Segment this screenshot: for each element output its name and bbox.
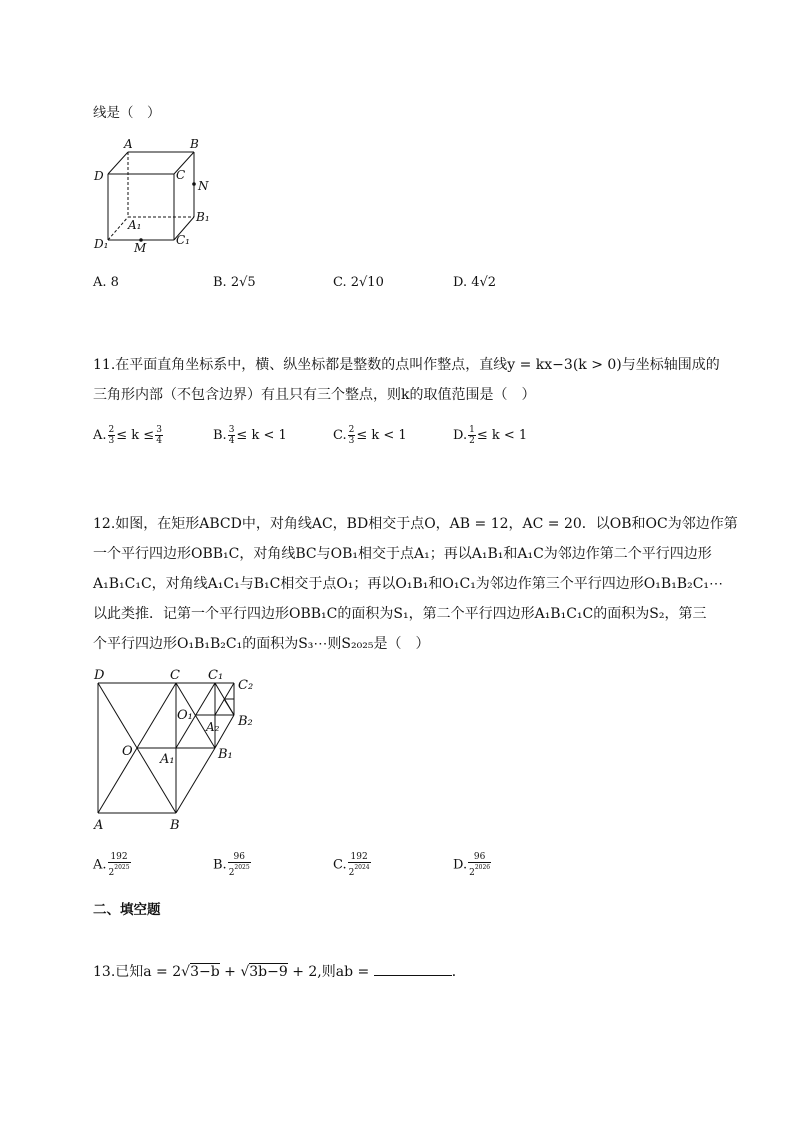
q13-end: ． [451,964,466,980]
sqrt-sign: √ [240,964,250,980]
q11-option-b-letter: B. [213,428,227,443]
label-a: A [94,818,104,833]
label-a: A [124,137,133,151]
label-c2: C₂ [238,678,254,693]
q11-option-c-letter: C. [333,428,347,443]
q12-stem-line3: A₁B₁C₁C，对角线A₁C₁与B₁C相交于点O₁；再以O₁B₁和O₁C₁为邻边作第三个平行四边形O₁B₁B₂C₁⋯ [93,576,724,592]
q11-option-c[interactable]: C. $\frac{2}{3}$ ≤ k < 1 [333,425,407,446]
answer-blank[interactable] [374,963,452,976]
fraction: $\frac{1}{2}$ [469,425,475,446]
label-c: C [176,168,186,182]
q12-option-c[interactable] [333,852,372,878]
q13-mid: + 2,则ab = [287,964,374,980]
q11-option-a-letter: A. [93,428,107,443]
label-b: B [170,818,180,833]
q13-plus: + [219,964,241,980]
sqrt-sign: √ [181,964,191,980]
edge-inner [224,699,234,715]
q13-radicand-1: 3−b [190,964,220,980]
q13-radicand-2: 3b−9 [249,964,288,980]
fraction: $\frac{192}{2^{2025}}$ [108,852,130,878]
label-a2: A₂ [206,720,220,734]
q12-stem-line4: 以此类推．记第一个平行四边形OBB₁C的面积为S₁，第二个平行四边形A₁B₁C₁C的面积为S₂，第三 [93,606,707,622]
q10-option-a[interactable]: A. 8 [93,275,119,290]
label-d: D [94,668,105,683]
label-c: C [170,668,180,683]
label-o: O [122,744,133,759]
q12-option-b-letter: B. [213,857,227,873]
label-a1: A₁ [160,752,175,767]
q10-option-c[interactable]: C. 2√10 [333,275,384,290]
q11-stem-line1: 11.在平面直角坐标系中，横、纵坐标都是整数的点叫作整点，直线y = kx−3(k > 0)与坐标轴围成的 [93,357,720,373]
label-o1: O₁ [177,708,193,723]
label-b2: B₂ [238,714,253,729]
point-n [192,182,196,186]
q12-option-b[interactable] [213,852,252,878]
label-b1: B₁ [196,210,210,224]
label-c1: C₁ [176,233,190,247]
q10-cube-figure [88,132,228,257]
label-m: M [134,241,147,255]
label-d1: D₁ [94,237,109,251]
fraction: $\frac{3}{4}$ [156,425,162,446]
q12-rectangle-figure [88,665,268,835]
q10-option-b[interactable]: B. 2√5 [213,275,256,290]
section-title: 二、填空题 [93,902,161,918]
q12-stem-line2: 一个平行四边形OBB₁C，对角线BC与OB₁相交于点A₁；再以A₁B₁和A₁C为邻边作第二个平行四边形 [93,546,712,562]
label-d: D [94,169,104,183]
q12-option-c-letter: C. [333,857,347,873]
q13-stem [93,961,466,981]
label-b: B [190,137,199,151]
fraction: $\frac{3}{4}$ [228,425,235,446]
q12-stem-line5: 个平行四边形O₁B₁B₂C₁的面积为S₃⋯则S₂₀₂₅是（ ） [93,636,430,652]
label-n: N [198,179,209,193]
q11-option-d-letter: D. [453,428,468,443]
label-a1: A₁ [128,218,142,232]
label-b1: B₁ [218,747,233,762]
q11-option-b[interactable]: B. $\frac{3}{4}$ ≤ k < 1 [213,425,287,446]
q11-option-d[interactable]: D. $\frac{1}{2}$ ≤ k < 1 [453,425,528,446]
fraction: $\frac{2}{3}$ [348,425,355,446]
fraction: $\frac{96}{2^{2026}}$ [469,852,491,878]
q13-prefix: 13.已知a = 2 [93,964,182,980]
edge-b-b1 [176,748,215,813]
q11-stem-line2: 三角形内部（不包含边界）有且只有三个整点，则k的取值范围是（ ） [93,387,536,403]
cube-edge [108,152,128,174]
q11-option-a[interactable]: A. $\frac{2}{3}$ ≤ k ≤ $\frac{3}{4}$ [93,425,162,446]
fraction: $\frac{2}{3}$ [108,425,115,446]
q12-option-d[interactable] [453,852,492,878]
q12-option-a[interactable] [93,852,132,878]
fraction: $\frac{192}{2^{2024}}$ [348,852,370,878]
q12-option-d-letter: D. [453,857,468,873]
label-c1: C₁ [208,668,224,683]
fraction: $\frac{96}{2^{2025}}$ [228,852,250,878]
q10-option-d[interactable]: D. 4√2 [453,275,497,290]
q10-tail-text: 线是（ ） [93,105,161,121]
q12-option-a-letter: A. [93,857,107,873]
cube-hidden-edge [108,217,128,240]
q12-stem-line1: 12.如图，在矩形ABCD中，对角线AC，BD相交于点O，AB = 12，AC = 20．以OB和OC为邻边作第 [93,516,738,532]
